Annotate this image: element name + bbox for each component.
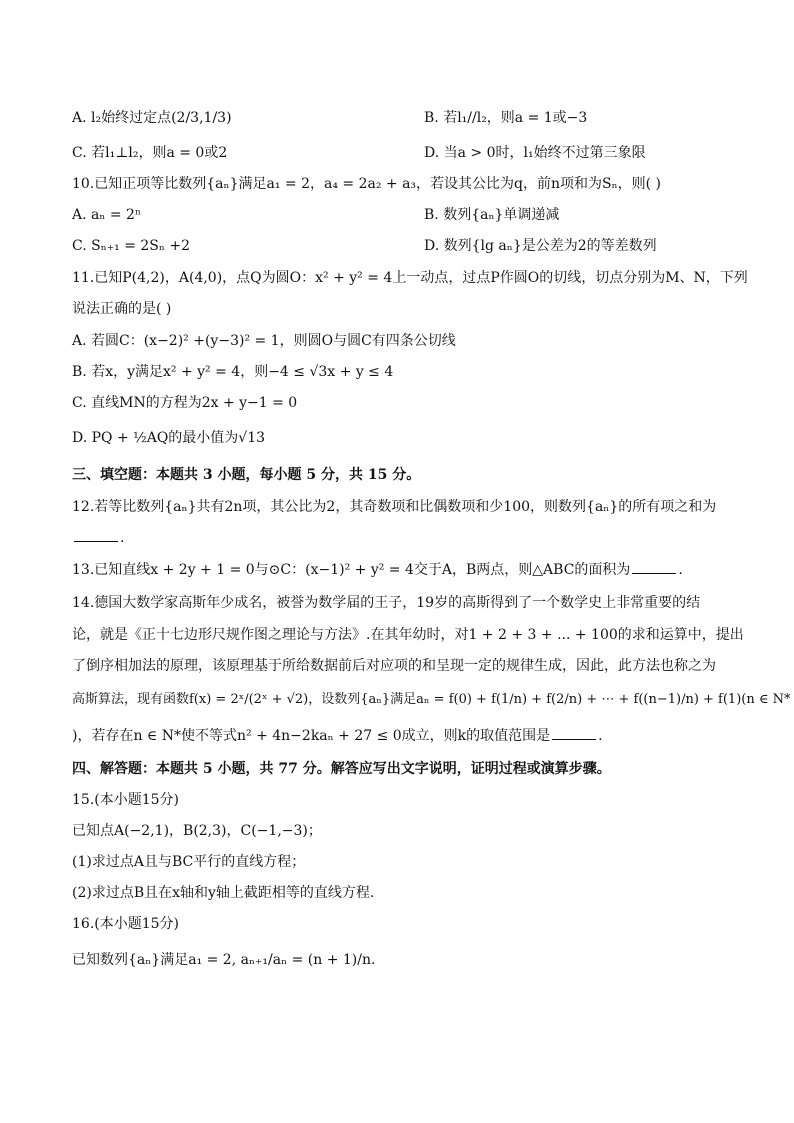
answer-blank[interactable]	[552, 727, 596, 740]
q14-line-5: )，若存在n ∈ N*使不等式n² + 4n−2kaₙ + 27 ≤ 0成立，则k的取值范围是 .	[72, 728, 603, 744]
q14-line-2: 论，就是《正十七边形尺规作图之理论与方法》.在其年幼时，对1 + 2 + 3 + ... + 100的求和运算中，提出	[72, 627, 744, 643]
q10-option-b: B. 数列{aₙ}单调递减	[424, 207, 560, 223]
q14-line-1: 14.德国大数学家高斯年少成名，被誉为数学届的王子，19岁的高斯得到了一个数学史上非常重要的结	[72, 595, 701, 611]
q9-option-b: B. 若l₁//l₂，则a = 1或−3	[424, 110, 588, 126]
q14-line-4: 高斯算法，现有函数f(x) = 2ˣ/(2ˣ + √2)，设数列{aₙ}满足aₙ = f(0) + f(1/n) + f(2/n) + ⋯ + f((n−1)/n) + f(1)(n ∈ N*	[72, 692, 791, 707]
q15-part-1: (1)求过点A且与BC平行的直线方程；	[72, 854, 306, 870]
q15-given: 已知点A(−2,1)，B(2,3)，C(−1,−3)；	[72, 823, 322, 839]
q10-option-row-1	[72, 205, 734, 225]
q9-option-row-2	[72, 143, 734, 163]
q12-line-1: 12.若等比数列{aₙ}共有2n项，其公比为2，其奇数项和比偶数项和少100，则数列{aₙ}的所有项之和为	[72, 499, 717, 515]
q11-option-b: B. 若x，y满足x² + y² = 4，则−4 ≤ √3x + y ≤ 4	[72, 364, 394, 380]
q9-option-row-1	[72, 108, 734, 128]
q9-option-a: A. l₂始终过定点(2/3,1/3)	[72, 110, 232, 126]
q10-option-d: D. 数列{lg aₙ}是公差为2的等差数列	[424, 238, 657, 254]
q10-option-c: C. Sₙ₊₁ = 2Sₙ +2	[72, 238, 191, 254]
q11-stem-line-1: 11.已知P(4,2)，A(4,0)，点Q为圆O：x² + y² = 4上一动点，过点P作圆O的切线，切点分别为M、N，下列	[72, 270, 748, 286]
q10-stem: 10.已知正项等比数列{aₙ}满足a₁ = 2，a₄ = 2a₂ + a₃，若设其公比为q，前n项和为Sₙ，则( )	[72, 176, 662, 192]
q12-period: .	[120, 530, 125, 546]
q16-given: 已知数列{aₙ}满足a₁ = 2, aₙ₊₁/aₙ = (n + 1)/n.	[72, 952, 376, 968]
q9-option-c: C. 若l₁⊥l₂，则a = 0或2	[72, 145, 228, 161]
q11-stem-line-2: 说法正确的是( )	[72, 301, 172, 317]
q10-option-a: A. aₙ = 2ⁿ	[72, 207, 142, 223]
q11-option-c: C. 直线MN的方程为2x + y−1 = 0	[72, 395, 298, 411]
q10-option-row-2	[72, 236, 734, 256]
answer-blank[interactable]	[74, 529, 118, 542]
q11-option-d: D. PQ + ½AQ的最小值为√13	[72, 430, 266, 446]
q16-heading: 16.(本小题15分)	[72, 916, 180, 932]
section-4-heading: 四、解答题：本题共 5 小题，共 77 分。解答应写出文字说明，证明过程或演算步骤。	[72, 761, 611, 777]
answer-blank[interactable]	[632, 561, 676, 574]
q14-line-3: 了倒序相加法的原理，该原理基于所给数据前后对应项的和呈现一定的规律生成，因此，此方法也称之为	[72, 658, 716, 674]
q9-option-d: D. 当a > 0时，l₁始终不过第三象限	[424, 145, 646, 161]
q11-option-a: A. 若圆C：(x−2)² +(y−3)² = 1，则圆O与圆C有四条公切线	[72, 333, 456, 349]
q14-line-5-text: )，若存在n ∈ N*使不等式n² + 4n−2kaₙ + 27 ≤ 0成立，则k的取值范围是	[72, 728, 551, 744]
q13-line: 13.已知直线x + 2y + 1 = 0与⊙C：(x−1)² + y² = 4交于A，B两点，则△ABC的面积为 .	[72, 562, 683, 578]
q12-line-2	[72, 528, 734, 548]
q15-part-2: (2)求过点B且在x轴和y轴上截距相等的直线方程.	[72, 885, 375, 901]
q13-text: 13.已知直线x + 2y + 1 = 0与⊙C：(x−1)² + y² = 4交于A，B两点，则△ABC的面积为	[72, 562, 631, 578]
section-3-heading: 三、填空题：本题共 3 小题，每小题 5 分，共 15 分。	[72, 467, 421, 483]
q15-heading: 15.(本小题15分)	[72, 792, 180, 808]
